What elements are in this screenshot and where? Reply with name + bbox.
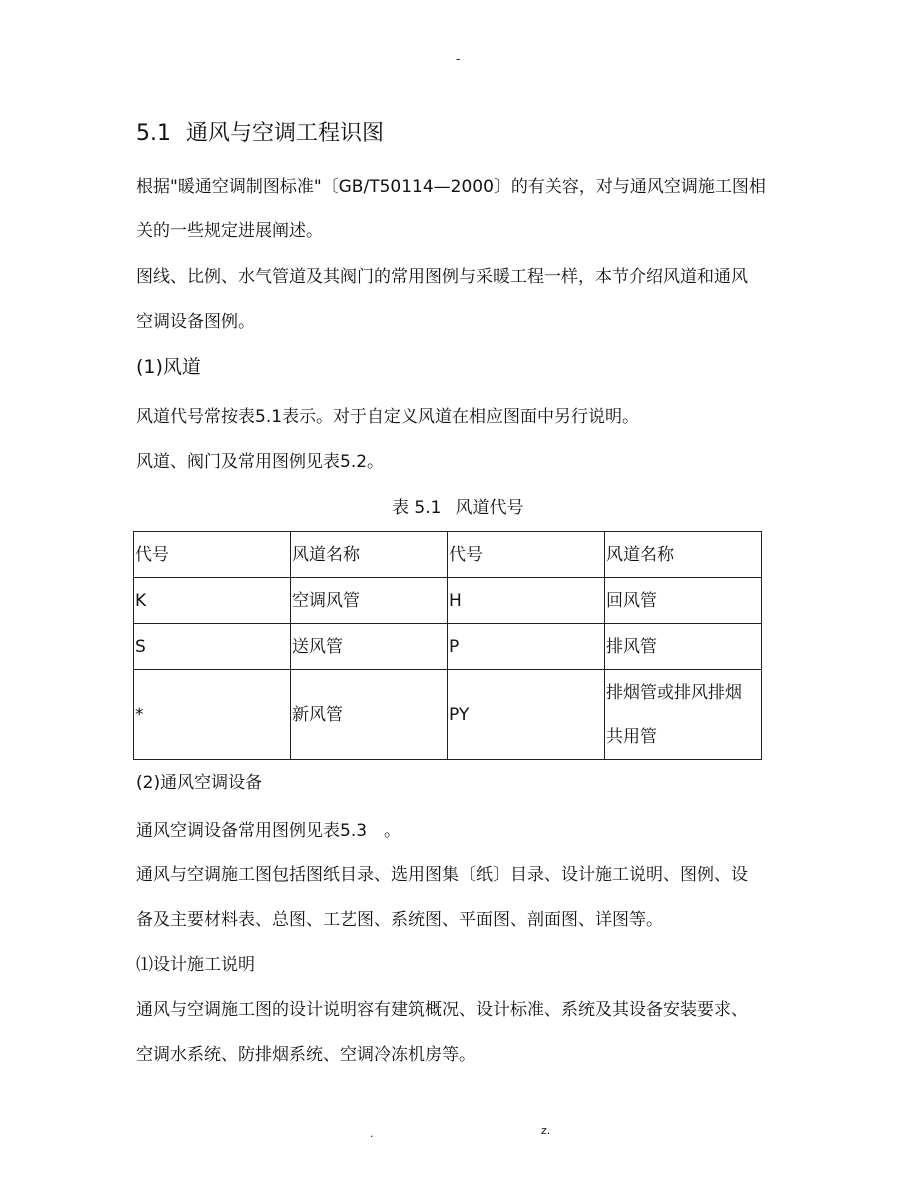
- table-cell: *: [134, 670, 291, 760]
- table-row: [134, 670, 762, 760]
- duct-code-table: [133, 531, 762, 760]
- table-cell: PY: [447, 670, 604, 760]
- subheading-design-notes: ⑴设计施工说明: [136, 955, 255, 975]
- table-header-row: [134, 532, 762, 578]
- footer-right-mark: z.: [541, 1124, 551, 1137]
- table-cell: P: [447, 624, 604, 670]
- table-cell: 排风管: [604, 624, 761, 670]
- paragraph-line: 风道、阀门及常用图例见表5.2。: [136, 452, 385, 472]
- paragraph-line: 风道代号常按表5.1表示。对于自定义风道在相应图面中另行说明。: [136, 407, 640, 427]
- table-caption: [392, 493, 523, 518]
- table-cell-line: 共用管: [605, 726, 657, 747]
- paragraph-line: 通风空调设备常用图例见表5.3 。: [136, 821, 402, 841]
- section-number: 5.1: [136, 121, 171, 146]
- paragraph-line: 图线、比例、水气管道及其阀门的常用图例与采暖工程一样，本节介绍风道和通风: [136, 267, 748, 287]
- table-header-cell: 风道名称: [290, 532, 447, 578]
- table-row: [134, 578, 762, 624]
- paragraph-line: 空调设备图例。: [136, 312, 255, 332]
- table-cell-line: 排烟管或排风排烟: [605, 682, 742, 703]
- table-cell: 送风管: [290, 624, 447, 670]
- paragraph-line: 通风与空调施工图的设计说明容有建筑概况、设计标准、系统及其设备安装要求、: [136, 1000, 748, 1020]
- table-cell: 回风管: [604, 578, 761, 624]
- table-cell: H: [447, 578, 604, 624]
- subheading-equipment: (2)通风空调设备: [136, 773, 263, 793]
- subheading-ducts: (1)风道: [136, 356, 201, 378]
- table-cell: 新风管: [290, 670, 447, 760]
- paragraph-line: 空调水系统、防排烟系统、空调冷冻机房等。: [136, 1045, 476, 1065]
- table-caption-number: 表 5.1: [392, 498, 442, 518]
- table-header-cell: 代号: [134, 532, 291, 578]
- footer-left-mark: .: [370, 1127, 374, 1140]
- table-caption-title: 风道代号: [455, 498, 524, 518]
- paragraph-line: 通风与空调施工图包括图纸目录、选用图集〔纸〕目录、设计施工说明、图例、设: [136, 865, 748, 885]
- table-cell: [604, 670, 761, 760]
- table-cell: S: [134, 624, 291, 670]
- paragraph-line: 备及主要材料表、总图、工艺图、系统图、平面图、剖面图、详图等。: [136, 910, 663, 930]
- header-mark: -: [456, 52, 461, 66]
- section-title: 通风与空调工程识图: [186, 121, 385, 146]
- table-header-cell: 代号: [447, 532, 604, 578]
- paragraph-line: 根据"暖通空调制图标准"〔GB/T50114—2000〕的有关容，对与通风空调施工图相: [136, 177, 766, 197]
- paragraph-line: 关的一些规定进展阐述。: [136, 221, 323, 241]
- section-heading: [136, 116, 384, 147]
- table-header-cell: 风道名称: [604, 532, 761, 578]
- table-cell: K: [134, 578, 291, 624]
- table-row: [134, 624, 762, 670]
- table-cell: 空调风管: [290, 578, 447, 624]
